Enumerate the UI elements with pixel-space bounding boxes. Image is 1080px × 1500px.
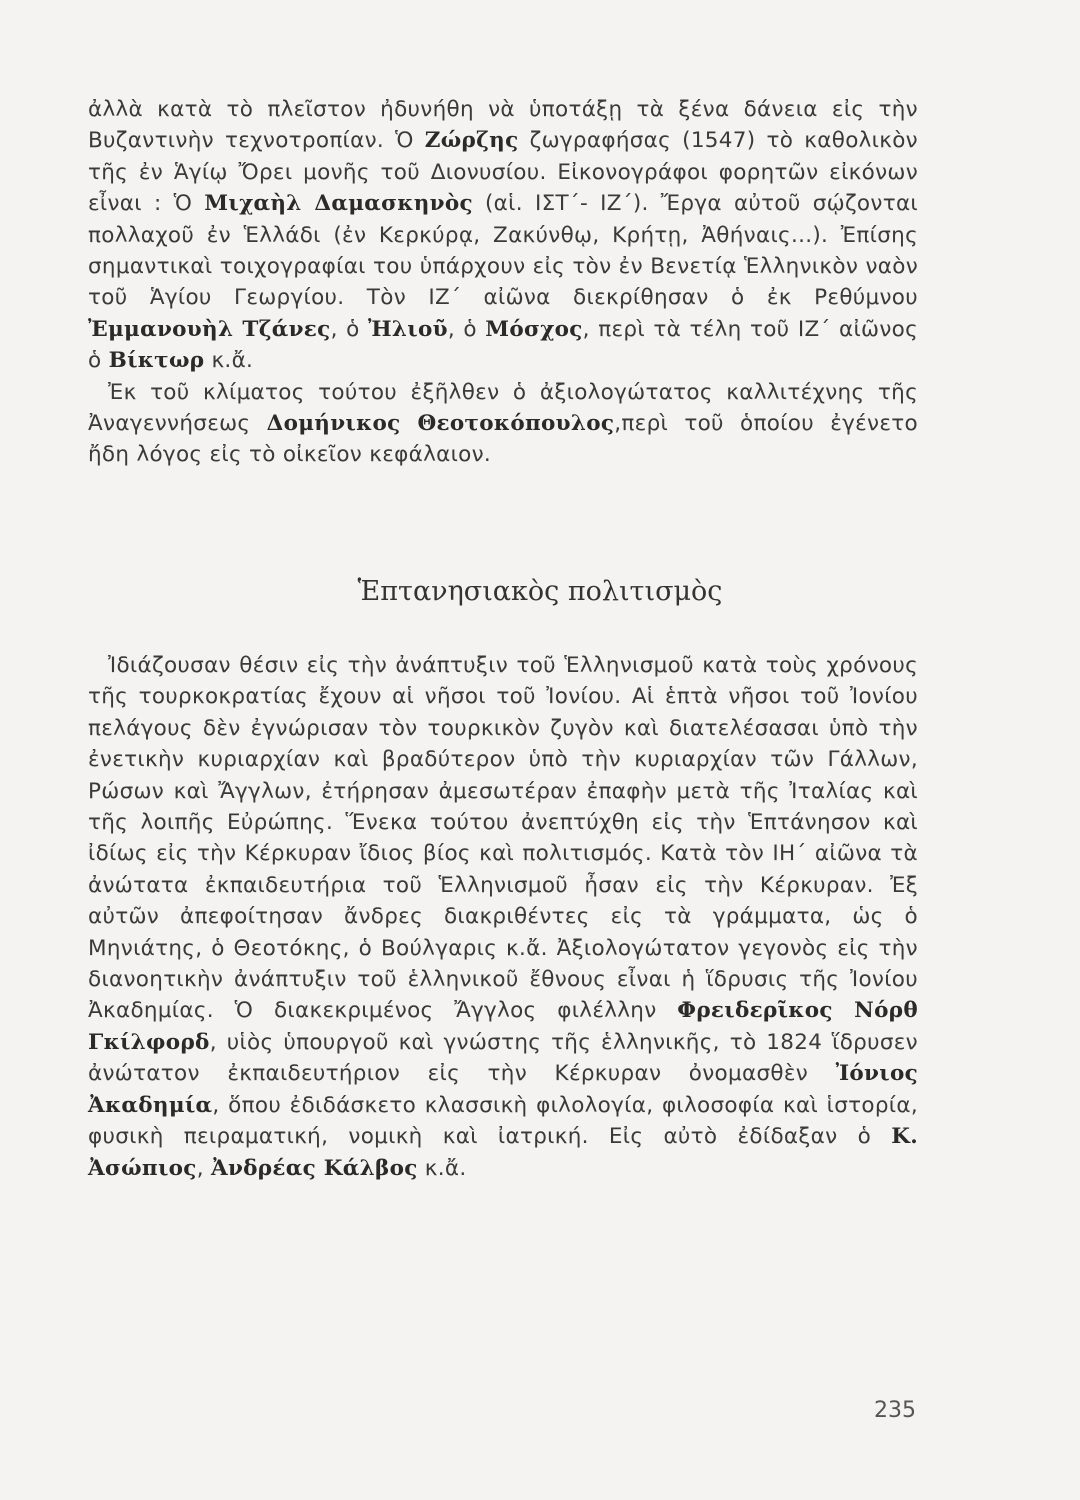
- paragraph-el-greco: [88, 377, 918, 471]
- text-run: , περὶ τὰ τέλη τοῦ ΙΖ΄ αἰῶνος ὁ: [88, 316, 919, 374]
- text-run: Ἐκ τοῦ κλίματος τούτου ἐξῆλθεν ὁ ἀξιολογώτατος καλλιτέχνης τῆς Ἀναγεννήσεως: [88, 379, 918, 437]
- page-number: 235: [874, 1398, 916, 1423]
- name-iliou: Ἠλιοῦ: [367, 316, 448, 342]
- text-run: κ.ἄ.: [204, 348, 254, 374]
- name-viktor: Βίκτωρ: [108, 348, 205, 374]
- name-theotokopoulos: Δομήνικος Θεοτοκόπουλος: [266, 411, 615, 437]
- name-tzanes: Ἐμμανουὴλ Τζάνες: [88, 316, 331, 342]
- paragraph-byzantine-painters: [88, 94, 918, 377]
- name-ionian-academy: Ἰόνιος Ἀκαδημία: [88, 1061, 918, 1118]
- name-zorzis: Ζώρζης: [424, 128, 519, 154]
- paragraph-ionian-culture: [88, 650, 918, 1184]
- name-kalvos: Ἀνδρέας Κάλβος: [210, 1155, 418, 1181]
- name-guilford: Φρειδερῖκος Νόρθ Γκίλφορδ: [88, 998, 918, 1055]
- section-heading: Ἑπτανησιακὸς πολιτισμὸς: [357, 576, 723, 607]
- text-run: ,περὶ τοῦ ὁποίου ἐγένετο ἤδη λόγος εἰς τὸ οἰκεῖον κεφάλαιον.: [88, 411, 918, 468]
- text-run: , ὁ: [330, 316, 368, 342]
- name-asopios: Κ. Ἀσώπιος: [88, 1124, 918, 1181]
- name-moschos: Μόσχος: [485, 316, 583, 342]
- text-block-bottom: [88, 650, 918, 1184]
- text-run: Ἰδιάζουσαν θέσιν εἰς τὴν ἀνάπτυξιν τοῦ Ἑλληνισμοῦ κατὰ τοὺς χρόνους τῆς τουρκοκρατίας ἔχουν αἱ νῆσοι τοῦ Ἰονίου. Αἱ ἑπτὰ νῆσοι τοῦ Ἰονίου πελάγους δὲν ἐγνώρισαν τὸν τουρκικὸν ζυγὸν καὶ διατελέσασαι ὑπὸ τὴν ἐνετικὴν κυριαρχίαν καὶ βραδύτερον ὑπὸ τὴν κυριαρχίαν τῶν Γάλλων, Ρώσων καὶ Ἄγγλων, ἐτήρησαν ἀμεσωτέραν ἐπαφὴν μετὰ τῆς Ἰταλίας καὶ τῆς λοιπῆς Εὐρώπης. Ἕνεκα τούτου ἀνεπτύχθη εἰς τὴν Ἑπτάνησον καὶ ἰδίως εἰς τὴν Κέρκυραν ἴδιος βίος καὶ πολιτισμός. Κατὰ τὸν ΙΗ΄ αἰῶνα τὰ ἀνώτατα ἐκπαιδευτήρια τοῦ Ἑλληνισμοῦ ἦσαν εἰς τὴν Κέρκυραν. Ἐξ αὐτῶν ἀπεφοίτησαν ἄνδρες διακριθέντες εἰς τὰ γράμματα, ὡς ὁ Μηνιάτης, ὁ Θεοτόκης, ὁ Βούλγαρις κ.ἄ. Ἀξιολογώτατον γεγονὸς εἰς τὴν διανοητικὴν ἀνάπτυξιν τοῦ ἑλληνικοῦ ἔθνους εἶναι ἡ ἵδρυσις τῆς Ἰονίου Ἀκαδημίας. Ὁ διακεκριμένος Ἄγγλος φιλέλλην: [88, 653, 918, 1024]
- text-block-top: [88, 94, 918, 471]
- text-run: ἀλλὰ κατὰ τὸ πλεῖστον ἠδυνήθη νὰ ὑποτάξῃ τὰ ξένα δάνεια εἰς τὴν Βυζαντινὴν τεχνοτροπίαν. Ὁ: [88, 97, 918, 154]
- text-run: ,: [196, 1155, 211, 1181]
- text-run: , ὁ: [447, 316, 486, 342]
- text-run: , ὅπου ἐδιδάσκετο κλασσικὴ φιλολογία, φιλοσοφία καὶ ἱστορία, φυσικὴ πειραματική, νομικὴ καὶ ἰατρική. Εἰς αὐτὸ ἐδίδαξαν ὁ: [88, 1092, 918, 1150]
- text-run: κ.ἄ.: [417, 1155, 467, 1181]
- text-run: (αἱ. ΙΣΤ΄- ΙΖ΄). Ἔργα αὐτοῦ σῴζονται πολλαχοῦ ἐν Ἑλλάδι (ἐν Κερκύρᾳ, Ζακύνθῳ, Κρήτῃ, Ἀθήναις...). Ἐπίσης σημαντικαὶ τοιχογραφίαι του ὑπάρχουν εἰς τὸν ἐν Βενετίᾳ Ἑλληνικὸν ναὸν τοῦ Ἁγίου Γεωργίου. Τὸν ΙΖ΄ αἰῶνα διεκρίθησαν ὁ ἐκ Ρεθύμνου: [88, 191, 918, 311]
- name-damaskinos: Μιχαὴλ Δαμασκηνὸς: [204, 191, 473, 217]
- text-run: , υἱὸς ὑπουργοῦ καὶ γνώστης τῆς ἑλληνικῆς, τὸ 1824 ἵδρυσεν ἀνώτατον ἐκπαιδευτήριον εἰς τὴν Κέρκυραν ὀνομασθὲν: [88, 1029, 918, 1087]
- text-run: ζωγραφήσας (1547) τὸ καθολικὸν τῆς ἐν Ἁγίῳ Ὄρει μονῆς τοῦ Διονυσίου. Εἰκονογράφοι φορητῶν εἰκόνων εἶναι : Ὁ: [88, 128, 918, 217]
